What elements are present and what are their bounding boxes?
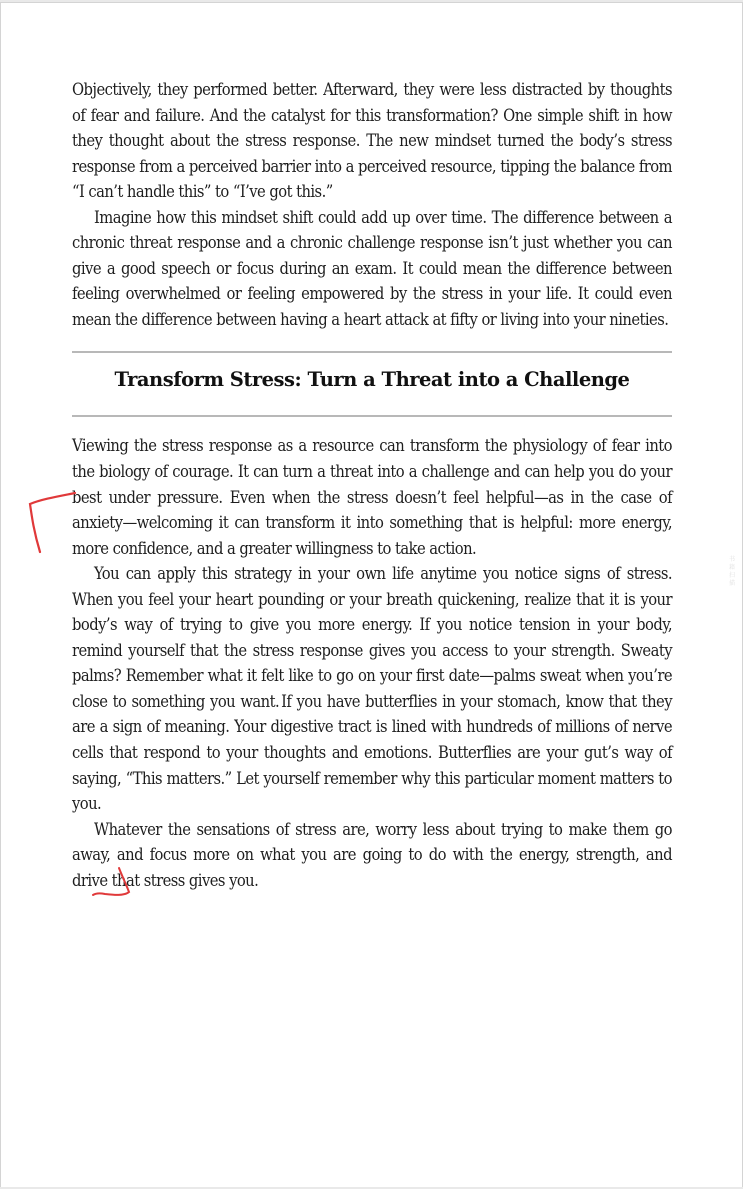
heading-rule-top [72, 351, 672, 353]
text-after-mark: If you have butterflies in your stomach, know that they are a sign of meaning. Your digestive tract is lined with hundreds of millions of nerve cells that respond to your thoughts and emotions. Butterflies are your gut’s way of saying, “This matters.” Let yourself remember why this particular moment matters to you. [72, 691, 672, 814]
paragraph-whatever: Whatever the sensations of stress are, worry less about trying to make them go away, and focus more on what you are going to do with the energy, strength, and drive that stress gives you. [72, 819, 672, 890]
section-heading: Transform Stress: Turn a Threat into a Challenge [114, 368, 630, 392]
scan-watermark: 书 籍 扫 描 [728, 556, 735, 587]
paragraph-objectively: Objectively, they performed better. Afterward, they were less distracted by thoughts of fear and failure. And the catalyst for this transformation? One simple shift in how they thought about the stress response. The new mindset turned the body’s stress response from a perceived barrier into a perceived resource, tipping the balance from “I can’t handle this” to “I’ve got this.” [72, 80, 672, 202]
paragraph-imagine: Imagine how this mindset shift could add up over time. The difference between a chronic threat response and a chronic challenge response isn’t just whether you can give a good speech or focus during an exam. It could mean the difference between feeling overwhelmed or feeling empowered by the stress in your life. It could even mean the difference between having a heart attack at fifty or living into your nineties. [72, 207, 672, 329]
page-content [72, 77, 672, 893]
book-page [0, 2, 743, 1187]
paragraph-apply-strategy [72, 561, 672, 816]
text-before-mark: You can apply this strategy in your own life anytime you notice signs of stress. When you feel your heart pounding or your breath quickening, realize that it is your body’s way of trying to give you more energy. If you notice tension in your body, remind yourself that the stress response gives you access to your strength. Sweaty palms? Remember what it felt like to go on your first date—palms sweat when you’re close to something you want. [72, 564, 672, 711]
heading-rule-bottom [72, 415, 672, 417]
paragraph-viewing: Viewing the stress response as a resource can transform the physiology of fear into the biology of courage. It can turn a threat into a challenge and can help you do your best under pressure. Even when the stress doesn’t feel helpful—as in the case of anxiety—welcoming it can transform it into something that is helpful: more energy, more confidence, and a greater willingness to take action. [72, 436, 672, 558]
